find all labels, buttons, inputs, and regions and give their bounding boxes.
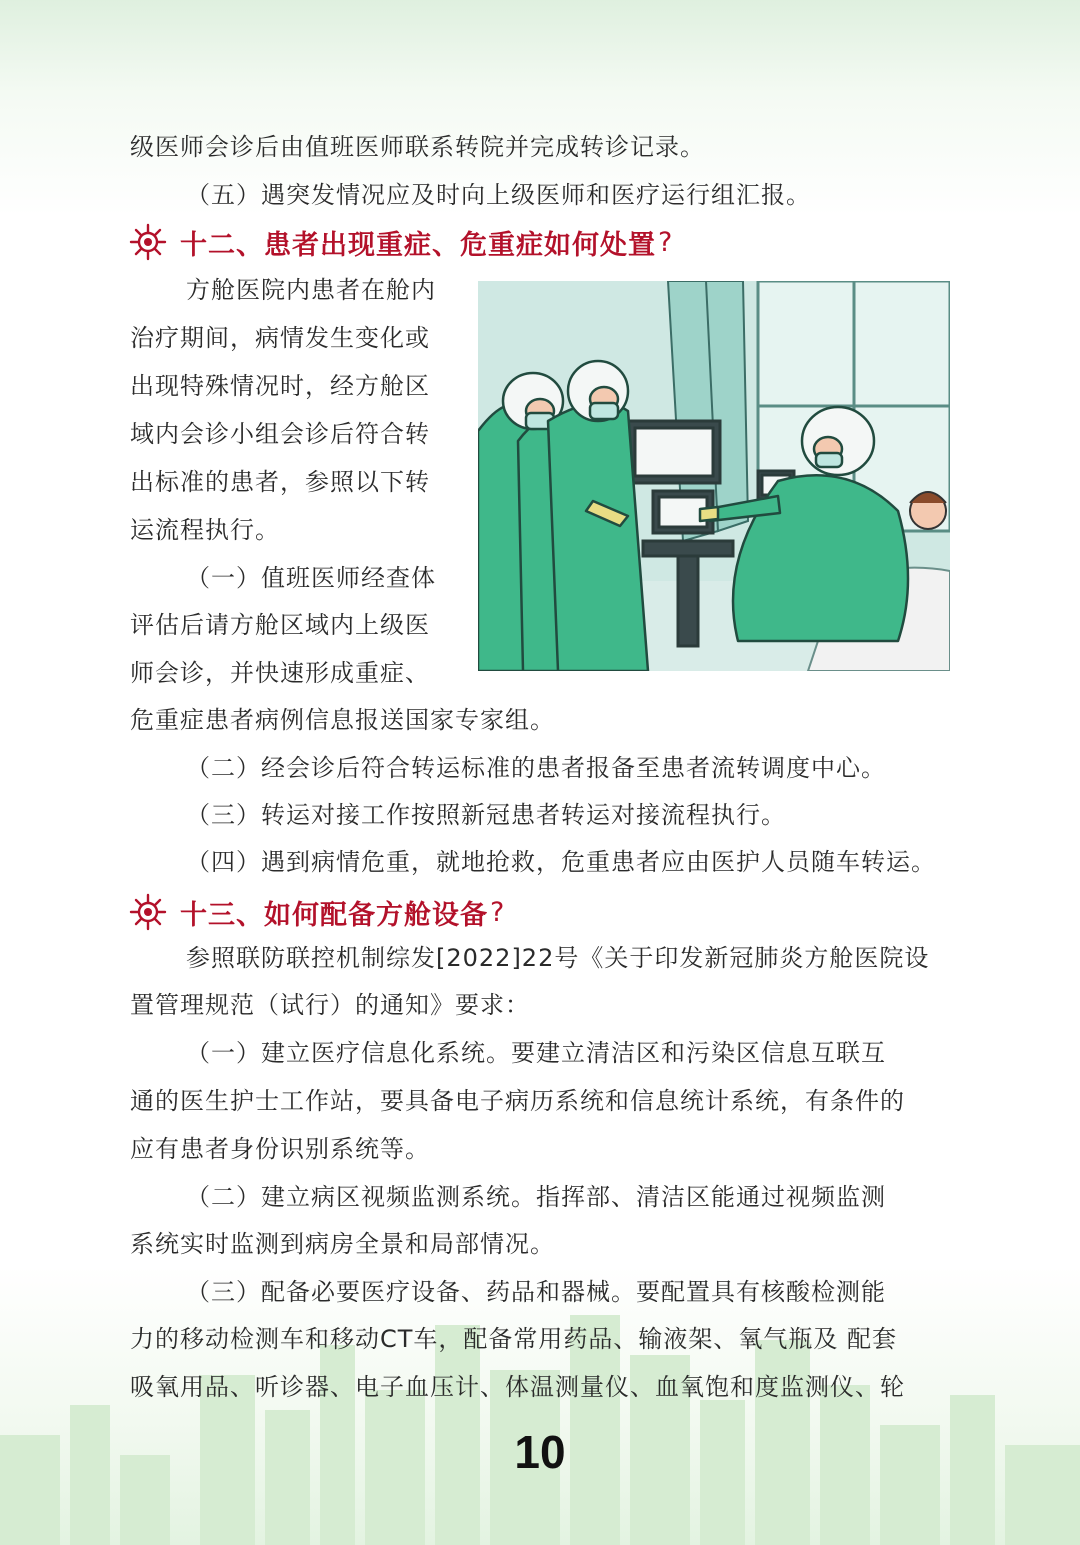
paragraph-line: （一）值班医师经查体	[186, 564, 436, 592]
paragraph-line: （五）遇突发情况应及时向上级医师和医疗运行组汇报。	[186, 181, 811, 209]
paragraph-line: （三）配备必要医疗设备、药品和器械。要配置具有核酸检测能	[186, 1278, 886, 1306]
paragraph-line: （三）转运对接工作按照新冠患者转运对接流程执行。	[186, 801, 786, 829]
paragraph-line: 级医师会诊后由值班医师联系转院并完成转诊记录。	[130, 133, 705, 161]
heading-text: 十三、如何配备方舱设备	[180, 899, 488, 931]
paragraph-line: 参照联防联控机制综发[2022]22号《关于印发新冠肺炎方舱医院设	[186, 944, 930, 972]
paragraph-line: 力的移动检测车和移动CT车，配备常用药品、输液架、氧气瓶及 配套	[130, 1325, 898, 1353]
paragraph-line: （四）遇到病情危重，就地抢救，危重患者应由医护人员随车转运。	[186, 848, 936, 876]
medical-staff-illustration	[478, 281, 950, 671]
paragraph-line: 出标准的患者，参照以下转	[130, 468, 430, 496]
virus-icon	[128, 222, 168, 262]
heading-text: 十二、患者出现重症、危重症如何处置	[180, 229, 656, 261]
paragraph-line: 方舱医院内患者在舱内	[186, 276, 436, 304]
paragraph-line: 治疗期间，病情发生变化或	[130, 324, 430, 352]
paragraph-line: 出现特殊情况时，经方舱区	[130, 372, 430, 400]
paragraph-line: 系统实时监测到病房全景和局部情况。	[130, 1230, 555, 1258]
paragraph-line: （一）建立医疗信息化系统。要建立清洁区和污染区信息互联互	[186, 1039, 886, 1067]
paragraph-line: 置管理规范（试行）的通知》要求：	[130, 991, 530, 1019]
paragraph-line: 运流程执行。	[130, 516, 280, 544]
paragraph-line: 评估后请方舱区域内上级医	[130, 611, 430, 639]
paragraph-line: 域内会诊小组会诊后符合转	[130, 420, 430, 448]
paragraph-line: （二）经会诊后符合转运标准的患者报备至患者流转调度中心。	[186, 754, 886, 782]
section-heading-13	[128, 892, 505, 932]
paragraph-line: 危重症患者病例信息报送国家专家组。	[130, 706, 555, 734]
virus-icon	[128, 892, 168, 932]
page-number: 10	[514, 1426, 566, 1478]
heading-question-mark: ?	[490, 896, 506, 928]
paragraph-line: 吸氧用品、听诊器、电子血压计、体温测量仪、血氧饱和度监测仪、轮	[130, 1373, 905, 1401]
paragraph-line: （二）建立病区视频监测系统。指挥部、清洁区能通过视频监测	[186, 1183, 886, 1211]
paragraph-line: 师会诊，并快速形成重症、	[130, 659, 430, 687]
paragraph-line: 应有患者身份识别系统等。	[130, 1135, 430, 1163]
heading-question-mark: ?	[658, 226, 674, 258]
section-heading-12	[128, 222, 673, 262]
paragraph-line: 通的医生护士工作站，要具备电子病历系统和信息统计系统，有条件的	[130, 1087, 905, 1115]
